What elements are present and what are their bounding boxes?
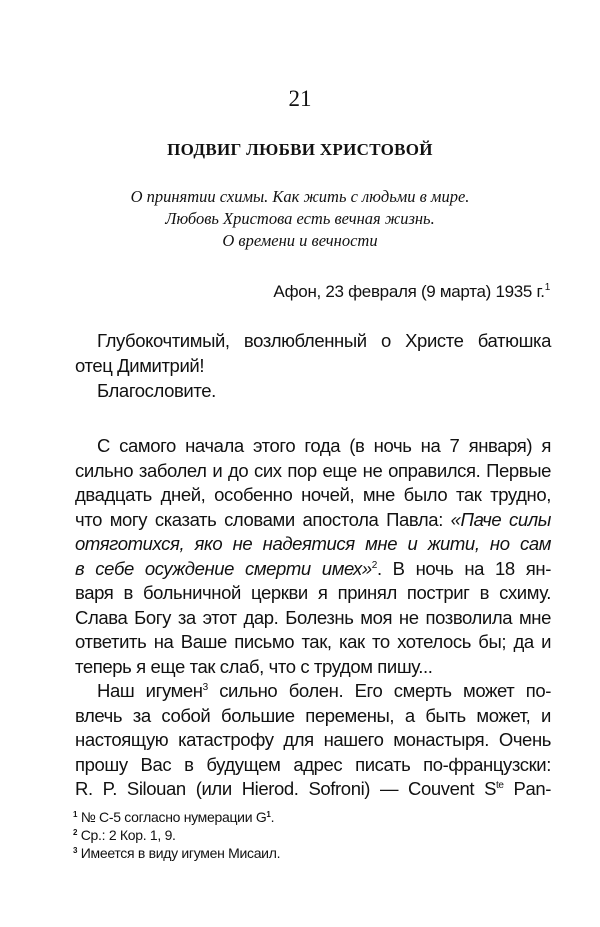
footnote xyxy=(73,844,280,862)
chapter-number: 21 xyxy=(288,86,312,111)
footnote-text: № С-5 согласно нумерации G xyxy=(80,809,267,825)
text-segment: Наш игумен xyxy=(97,680,203,701)
text-line xyxy=(75,704,551,728)
text-segment: . В ночь на 18 ян- xyxy=(376,558,551,579)
text-line xyxy=(75,753,551,777)
footnote-text: Ср.: 2 Кор. 1, 9. xyxy=(80,827,176,843)
footnote-ref: 1 xyxy=(266,810,271,819)
text-segment: сильно заболел и до сих пор еще не оправился. Первые xyxy=(75,460,551,481)
text-line xyxy=(75,630,551,654)
text-segment: Слава Богу за этот дар. Болезнь моя не позволила мне xyxy=(75,607,551,628)
text-line xyxy=(97,379,551,403)
text-line xyxy=(97,679,551,703)
text-line xyxy=(97,329,551,353)
text-segment: Pan- xyxy=(503,778,551,799)
footnote-number: 2 xyxy=(73,828,78,837)
text-segment: «Паче силы xyxy=(450,509,551,530)
text-segment: ответить на Ваше письмо так, как то хотелось бы; да и xyxy=(75,631,551,652)
footnote xyxy=(73,826,176,844)
text-line xyxy=(75,777,551,801)
text-line xyxy=(75,532,551,556)
footnote-number: 1 xyxy=(73,810,78,819)
place-date-text: Афон, 23 февраля (9 марта) 1935 г. xyxy=(273,282,545,301)
text-segment: варя в больничной церкви я принял постриг в схиму. xyxy=(75,582,551,603)
text-segment: С самого начала этого года (в ночь на 7 января) я xyxy=(97,435,551,456)
place-date xyxy=(273,282,550,302)
text-segment: прошу Вас в будущем адрес писать по-французски: xyxy=(75,754,551,775)
chapter-subtitle xyxy=(0,186,600,252)
text-segment: сильно болен. Его смерть может по- xyxy=(207,680,552,701)
text-line xyxy=(97,434,551,458)
footnote xyxy=(73,808,274,826)
subtitle-line: О принятии схимы. Как жить с людьми в мире. xyxy=(130,187,470,206)
text-segment: настоящую катастрофу для нашего монастыря. Очень xyxy=(75,729,551,750)
text-segment: влечь за собой большие перемены, а быть может, и xyxy=(75,705,551,726)
footnote-ref: 1 xyxy=(544,282,550,293)
text-segment: двадцать дней, особенно ночей, мне было так трудно, xyxy=(75,484,551,505)
subtitle-line: Любовь Христова есть вечная жизнь. xyxy=(165,209,435,228)
text-segment: отец Димитрий! xyxy=(75,355,205,376)
text-segment: R. P. Silouan (или Hierod. Sofroni) — Couvent S xyxy=(75,778,497,799)
text-segment: теперь я еще так слаб, что с трудом пишу... xyxy=(75,656,433,677)
text-segment: Глубокочтимый, возлюбленный о Христе батюшка xyxy=(97,330,551,351)
text-line xyxy=(75,354,551,378)
text-segment: что могу сказать словами апостола Павла: xyxy=(75,509,451,530)
text-line xyxy=(75,728,551,752)
text-segment: отяготихся, яко не надеятися мне и жити, но сам xyxy=(75,533,551,554)
text-line xyxy=(75,655,551,679)
text-line xyxy=(75,508,551,532)
subtitle-line: О времени и вечности xyxy=(222,231,378,250)
footnote-ref: 2 xyxy=(371,560,377,571)
footnote-number: 3 xyxy=(73,846,78,855)
text-line xyxy=(75,483,551,507)
chapter-title: ПОДВИГ ЛЮБВИ ХРИСТОВОЙ xyxy=(167,140,433,159)
text-line xyxy=(75,581,551,605)
footnote-text: Имеется в виду игумен Мисаил. xyxy=(80,845,281,861)
text-line xyxy=(75,459,551,483)
footnote-end: . xyxy=(270,809,275,825)
text-segment: Благословите. xyxy=(97,380,216,401)
footnote-ref: 3 xyxy=(202,682,208,693)
footnote-ref: te xyxy=(496,780,504,791)
text-line xyxy=(75,557,551,581)
text-line xyxy=(75,606,551,630)
text-segment: в себе осуждение смерти имех» xyxy=(75,558,372,579)
